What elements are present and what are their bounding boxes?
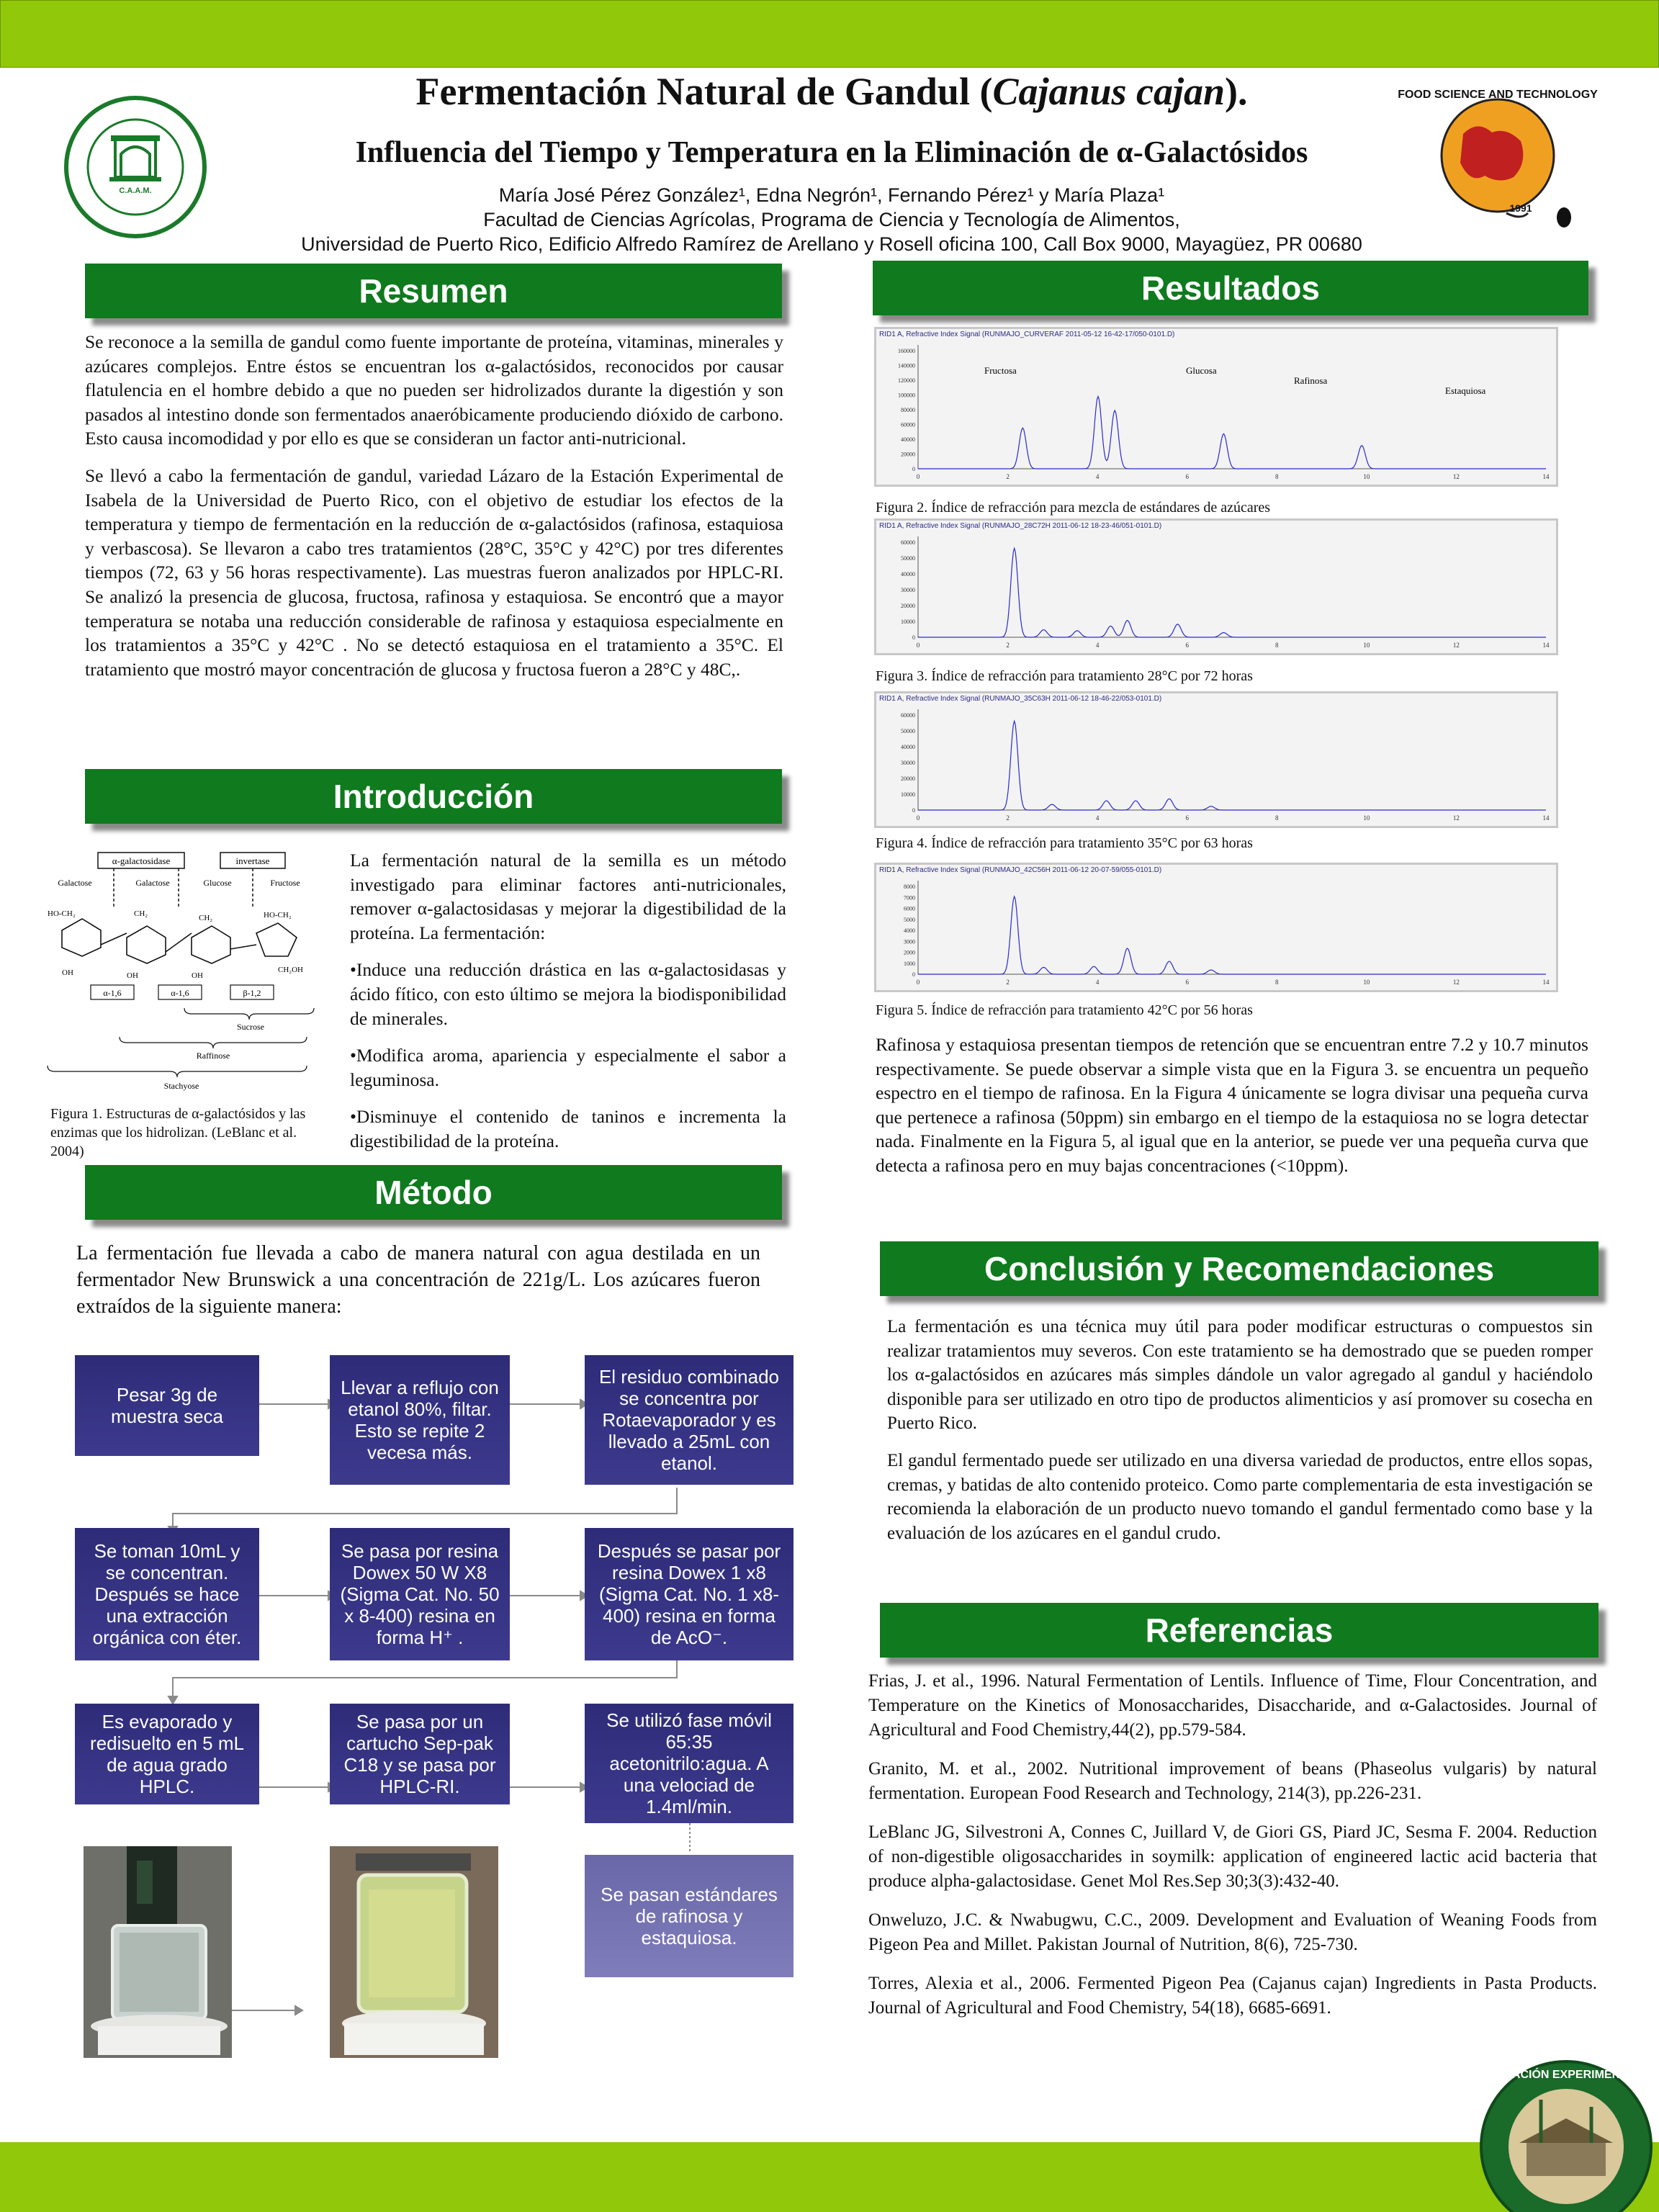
references-list <box>868 1669 1597 2035</box>
y-tick-label: 1000 <box>904 960 915 967</box>
section-resultados: Resultados <box>873 261 1588 315</box>
step-3-box: El residuo combinado se concentra por Rotaevaporador y es llevado a 25mL con etanol. <box>585 1355 793 1485</box>
y-tick-label: 120000 <box>898 377 915 384</box>
x-tick-label: 6 <box>1185 979 1189 986</box>
sugar-1: Galactose <box>58 878 92 888</box>
chart-fig4-plot <box>876 693 1556 826</box>
conclusion-p2: El gandul fermentado puede ser utilizado en una diversa variedad de productos, entre ellos sopas, cremas, y batidas de alto contenido proteico. Como parte complementaria de esta investigación se recomienda la elaboración de un producto nuevo tomando el gandul fermentado como base y la evaluación de los azúcares en el gandul crudo. <box>887 1450 1593 1543</box>
figure-5-caption: Figura 5. Índice de refracción para tratamiento 42°C por 56 horas <box>876 1002 1253 1018</box>
figure-2-caption: Figura 2. Índice de refracción para mezcla de estándares de azúcares <box>876 500 1271 516</box>
chart-fig3-header: RID1 A, Refractive Index Signal (RUNMAJO_28C72H 2011-06-12 18-23-46/051-0101.D) <box>879 522 1162 530</box>
resumen-p1: Se reconoce a la semilla de gandul como fuente importante de proteína, vitaminas, minerales y azúcares complejos. Entre éstos se encuentran los α-galactósidos, reconocidos por causar flatulencia en el hombre debido a que no pueden ser hidrolizados durante la digestión y son pasados al intestino donde son fermentados anaeróbicamente produciendo dióxido de carbono. Esto causa incomodidad y por ello es que se consideran un factor anti-nutricional. <box>85 331 783 449</box>
section-conclusion: Conclusión y Recomendaciones <box>880 1241 1599 1296</box>
x-tick-label: 2 <box>1006 814 1010 822</box>
x-tick-label: 10 <box>1363 979 1370 986</box>
svg-text:1991: 1991 <box>1509 202 1532 214</box>
x-tick-label: 2 <box>1006 979 1010 986</box>
svg-text:HO-CH₂: HO-CH₂ <box>48 909 76 918</box>
y-tick-label: 2000 <box>904 949 915 956</box>
chart-fig3 <box>874 518 1558 655</box>
svg-text:FOOD SCIENCE AND TECHNOLOGY: FOOD SCIENCE AND TECHNOLOGY <box>1398 89 1598 101</box>
y-tick-label: 40000 <box>901 571 915 577</box>
peak-label-1: Glucosa <box>1186 365 1217 376</box>
y-tick-label: 20000 <box>901 775 915 782</box>
x-tick-label: 8 <box>1275 473 1279 480</box>
x-tick-label: 12 <box>1452 642 1460 649</box>
intro-bullet-1: •Induce una reducción drástica en las α-galactosidasas y ácido fítico, con esto último se mejora la biodisponibilidad de minerales. <box>350 959 786 1029</box>
intro-bullet-3: •Disminuye el contenido de taninos e incrementa la digestibilidad de la proteína. <box>350 1106 786 1151</box>
y-tick-label: 5000 <box>904 916 915 923</box>
sugar-2: Galactose <box>135 878 170 888</box>
sugar-3: Glucose <box>203 878 232 888</box>
chromatogram-trace <box>918 549 1546 638</box>
svg-text:ESTACIÓN EXPERIMENTAL: ESTACIÓN EXPERIMENTAL <box>1490 2069 1642 2081</box>
figure-3-caption: Figura 3. Índice de refracción para tratamiento 28°C por 72 horas <box>876 668 1253 684</box>
y-tick-label: 50000 <box>901 555 915 562</box>
x-tick-label: 8 <box>1275 814 1279 822</box>
bottom-band <box>0 2142 1659 2212</box>
step-6-box: Después se pasar por resina Dowex 1 x8 (Sigma Cat. No. 1 x8-400) resina en forma de AcO⁻. <box>585 1528 793 1660</box>
svg-text:CH₂: CH₂ <box>199 914 213 922</box>
y-tick-label: 30000 <box>901 587 915 593</box>
y-tick-label: 7000 <box>904 894 915 902</box>
group-stachyose: Stachyose <box>163 1081 199 1091</box>
step-1-box: Pesar 3g de muestra seca <box>75 1355 259 1456</box>
reference-5: Torres, Alexia et al., 2006. Fermented Pigeon Pea (Cajanus cajan) Ingredients in Pasta Products. Journal of Agricultural and Food Chemistry, 54(18), 6685-6691. <box>868 1974 1597 2018</box>
chart-fig4-header: RID1 A, Refractive Index Signal (RUNMAJO_35C63H 2011-06-12 18-46-22/053-0101.D) <box>879 695 1162 703</box>
x-tick-label: 4 <box>1095 642 1100 649</box>
step-7-box: Es evaporado y redisuelto en 5 mL de agua grado HPLC. <box>75 1704 259 1804</box>
bond-1: α-1,6 <box>103 988 122 998</box>
metodo-intro: La fermentación fue llevada a cabo de manera natural con agua destilada en un fermentador New Brunswick a una concentración de 221g/L. Los azúcares fueron extraídos de la siguiente manera: <box>76 1242 760 1318</box>
y-tick-label: 60000 <box>901 712 915 719</box>
svg-text:OH: OH <box>62 968 73 977</box>
y-tick-label: 40000 <box>901 744 915 750</box>
chromatogram-trace <box>918 721 1546 811</box>
y-tick-label: 10000 <box>901 791 915 798</box>
chart-axes <box>918 345 1546 469</box>
enzyme-2: invertase <box>235 855 270 866</box>
poster-title: Fermentación Natural de Gandul (Cajanus cajan). <box>415 70 1248 113</box>
resumen-text <box>85 330 783 694</box>
resultados-text: Rafinosa y estaquiosa presentan tiempos de retención que se encuentran entre 7.2 y 10.7 minutos respectivamente. Se puede observar a simple vista que en la Figura 3. se encuentra un pequeño espectro en el tiempo de rafinosa. En la Figura 4 únicamente se logra divisar una pequeña curva que pertenece a rafinosa (50ppm) sin embargo en el tiempo de la estaquiosa no se logra detectar nada. Finalmente en la Figura 5, al igual que en la anterior, se puede ver una pequeña curva que detecta a rafinosa pero en muy bajas concentraciones (<10ppm). <box>876 1034 1588 1176</box>
fermenter-photo-2 <box>330 1846 498 2058</box>
chromatogram-trace <box>918 896 1546 974</box>
chart-fig2-header: RID1 A, Refractive Index Signal (RUNMAJO_CURVERAF 2011-05-12 16-42-17/050-0101.D) <box>879 331 1175 338</box>
y-tick-label: 160000 <box>898 348 915 354</box>
chart-axes <box>918 709 1546 810</box>
bond-2: α-1,6 <box>171 988 189 998</box>
section-metodo: Método <box>85 1165 782 1220</box>
x-tick-label: 2 <box>1006 642 1010 649</box>
y-tick-label: 140000 <box>898 362 915 369</box>
figure-4-caption: Figura 4. Índice de refracción para tratamiento 35°C por 63 horas <box>876 835 1253 851</box>
x-tick-label: 4 <box>1095 814 1100 822</box>
x-tick-label: 12 <box>1452 814 1460 822</box>
alpha-galactoside-structure-diagram <box>40 844 328 1103</box>
step-9-box: Se utilizó fase móvil 65:35 acetonitrilo:agua. A una velociad de 1.4ml/min. <box>585 1704 793 1823</box>
x-tick-label: 2 <box>1006 473 1010 480</box>
y-tick-label: 0 <box>912 466 915 472</box>
step-8-box: Se pasa por un cartucho Sep-pak C18 y se pasa por HPLC-RI. <box>330 1704 510 1804</box>
svg-text:OH: OH <box>127 971 138 980</box>
chart-fig5-plot <box>876 865 1556 990</box>
x-tick-label: 14 <box>1542 979 1550 986</box>
chart-fig3-plot <box>876 521 1556 653</box>
affiliation-line-2: Universidad de Puerto Rico, Edificio Alfredo Ramírez de Arellano y Rosell oficina 100, Call Box 9000, Mayagüez, PR 00680 <box>301 233 1362 255</box>
chart-fig2 <box>874 327 1558 487</box>
x-tick-label: 12 <box>1452 473 1460 480</box>
chart-axes <box>918 536 1546 637</box>
bond-3: β-1,2 <box>243 988 261 998</box>
x-tick-label: 0 <box>916 642 920 649</box>
chart-axes <box>918 881 1546 974</box>
x-tick-label: 10 <box>1363 814 1370 822</box>
x-tick-label: 10 <box>1363 473 1370 480</box>
y-tick-label: 0 <box>912 634 915 641</box>
section-introduccion: Introducción <box>85 769 782 824</box>
x-tick-label: 10 <box>1363 642 1370 649</box>
step-5-box: Se pasa por resina Dowex 50 W X8 (Sigma Cat. No. 50 x 8-400) resina en forma H⁺ . <box>330 1528 510 1660</box>
y-tick-label: 80000 <box>901 407 915 413</box>
reference-1: Frias, J. et al., 1996. Natural Fermentation of Lentils. Influence of Time, Flour Concentration, and Temperature on the Kinetics of Monosaccharides, Disaccharide, and α-Galactosides. Journal of Agricultural and Food Chemistry,44(2), pp.579-584. <box>868 1671 1597 1740</box>
figure-1-caption: Figura 1. Estructuras de α-galactósidos y las enzimas que los hidrolizan. (LeBlanc et al. 2004) <box>50 1106 306 1159</box>
step-10-box: Se pasan estándares de rafinosa y estaquiosa. <box>585 1855 793 1977</box>
intro-p1: La fermentación natural de la semilla es un método investigado para eliminar factores anti-nutricionales, remover α-galactosidasas y mejorar la digestibilidad de la proteína. La fermentación: <box>350 850 786 943</box>
peak-label-0: Fructosa <box>984 365 1017 376</box>
svg-text:CH₂OH: CH₂OH <box>278 966 304 974</box>
peak-label-3: Estaquiosa <box>1445 385 1486 396</box>
peak-label-2: Rafinosa <box>1294 375 1328 386</box>
chart-fig5 <box>874 863 1558 992</box>
top-band <box>0 0 1659 68</box>
reference-2: Granito, M. et al., 2002. Nutritional improvement of beans (Phaseolus vulgaris) by natural fermentation. European Food Research and Technology, 214(3), pp.226-231. <box>868 1759 1597 1803</box>
svg-text:OH: OH <box>192 971 203 980</box>
x-tick-label: 6 <box>1185 473 1189 480</box>
section-referencias: Referencias <box>880 1603 1599 1658</box>
x-tick-label: 8 <box>1275 979 1279 986</box>
group-sucrose: Sucrose <box>237 1022 264 1032</box>
step-2-box: Llevar a reflujo con etanol 80%, filtar. Esto se repite 2 vecesa más. <box>330 1355 510 1485</box>
y-tick-label: 60000 <box>901 421 915 428</box>
y-tick-label: 10000 <box>901 619 915 625</box>
y-tick-label: 100000 <box>898 392 915 399</box>
y-tick-label: 6000 <box>904 905 915 912</box>
estacion-experimental-logo <box>1476 2056 1656 2212</box>
x-tick-label: 4 <box>1095 979 1100 986</box>
x-tick-label: 6 <box>1185 814 1189 822</box>
group-raffinose: Raffinose <box>196 1051 230 1061</box>
chart-fig2-plot <box>876 329 1556 485</box>
resumen-p2: Se llevó a cabo la fermentación de gandul, variedad Lázaro de la Estación Experimental de Isabela de la Universidad de Puerto Rico, con el objetivo de estudiar los efectos de la temperatura y tiempo de fermentación en la reducción de α-galactósidos (rafinosa, estaquiosa y verbascosa). Se llevaron a cabo tres tratamientos (28°C, 35°C y 42°C) por tres diferentes tiempos (72, 63 y 56 horas respectivamente). Las muestras fueron analizados por HPLC-RI. Se analizó la presencia de glucosa, fructosa, rafinosa y estaquiosa. Se encontró que a mayor temperatura se notaba una reducción considerable de rafinosa y estaquiosa especialmente en los tratamientos a 35°C y 42°C . No se detectó estaquiosa en el tratamiento a 35°C. El tratamiento que mostró mayor concentración de glucosa y fructosa fueron a 28°C y 48C,. <box>85 464 783 680</box>
y-tick-label: 40000 <box>901 436 915 443</box>
x-tick-label: 14 <box>1542 473 1550 480</box>
y-tick-label: 0 <box>912 971 915 978</box>
step-4-box: Se toman 10mL y se concentran. Después se hace una extracción orgánica con éter. <box>75 1528 259 1660</box>
fermenter-photo-1 <box>84 1846 232 2058</box>
sugar-4: Fructose <box>270 878 300 888</box>
x-tick-label: 12 <box>1452 979 1460 986</box>
y-tick-label: 20000 <box>901 603 915 609</box>
x-tick-label: 0 <box>916 814 920 822</box>
section-resumen: Resumen <box>85 264 782 318</box>
x-tick-label: 4 <box>1095 473 1100 480</box>
authors: María José Pérez González¹, Edna Negrón¹, Fernando Pérez¹ y María Plaza¹ <box>498 184 1165 206</box>
x-tick-label: 8 <box>1275 642 1279 649</box>
affiliation-line-1: Facultad de Ciencias Agrícolas, Programa de Ciencia y Tecnología de Alimentos, <box>483 209 1180 230</box>
svg-text:CH₂: CH₂ <box>134 909 148 918</box>
x-tick-label: 0 <box>916 979 920 986</box>
enzyme-1: α-galactosidase <box>112 855 171 866</box>
conclusion-p1: La fermentación es una técnica muy útil para poder modificar estructuras o compuestos sin realizar tratamientos muy severos. Con este tratamiento se ha demostrado que se pueden romper los α-galactósidos en azúcares más simples dándole un valor agregado al gandul y haciéndolo disponible para ser utilizado en otro tipo de productos alimenticios y así promover su cosecha en Puerto Rico. <box>887 1317 1593 1434</box>
intro-text <box>350 848 786 1166</box>
y-tick-label: 30000 <box>901 760 915 766</box>
chart-fig5-header: RID1 A, Refractive Index Signal (RUNMAJO_42C56H 2011-06-12 20-07-59/055-0101.D) <box>879 866 1162 874</box>
x-tick-label: 14 <box>1542 642 1550 649</box>
x-tick-label: 14 <box>1542 814 1550 822</box>
y-tick-label: 3000 <box>904 938 915 945</box>
conclusion-text <box>887 1315 1593 1558</box>
intro-bullet-2: •Modifica aroma, apariencia y especialmente el sabor a leguminosa. <box>350 1045 786 1090</box>
y-tick-label: 4000 <box>904 927 915 934</box>
authors-block <box>173 183 1491 256</box>
svg-text:C.A.A.M.: C.A.A.M. <box>119 186 152 195</box>
svg-text:HO-CH₂: HO-CH₂ <box>264 911 292 920</box>
reference-4: Onweluzo, J.C. & Nwabugwu, C.C., 2009. Development and Evaluation of Weaning Foods from Pigeon Pea and Millet. Pakistan Journal of Nutrition, 8(6), 725-730. <box>868 1910 1597 1954</box>
poster-subtitle: Influencia del Tiempo y Temperatura en la Eliminación de α-Galactósidos <box>355 136 1308 169</box>
reference-3: LeBlanc JG, Silvestroni A, Connes C, Juillard V, de Giori GS, Piard JC, Sesma F. 2004. Reduction of non-digestible oligosaccharides in soymilk: application of engineered lactic acid bacteria that produce alpha-galactosidase. Genet Mol Res.Sep 30;3(3):432-40. <box>868 1822 1597 1891</box>
y-tick-label: 8000 <box>904 884 915 890</box>
y-tick-label: 60000 <box>901 539 915 546</box>
chromatogram-trace <box>918 397 1546 469</box>
x-tick-label: 6 <box>1185 642 1189 649</box>
chart-fig4 <box>874 691 1558 828</box>
y-tick-label: 50000 <box>901 728 915 734</box>
x-tick-label: 0 <box>916 473 920 480</box>
y-tick-label: 20000 <box>901 451 915 458</box>
y-tick-label: 0 <box>912 807 915 814</box>
